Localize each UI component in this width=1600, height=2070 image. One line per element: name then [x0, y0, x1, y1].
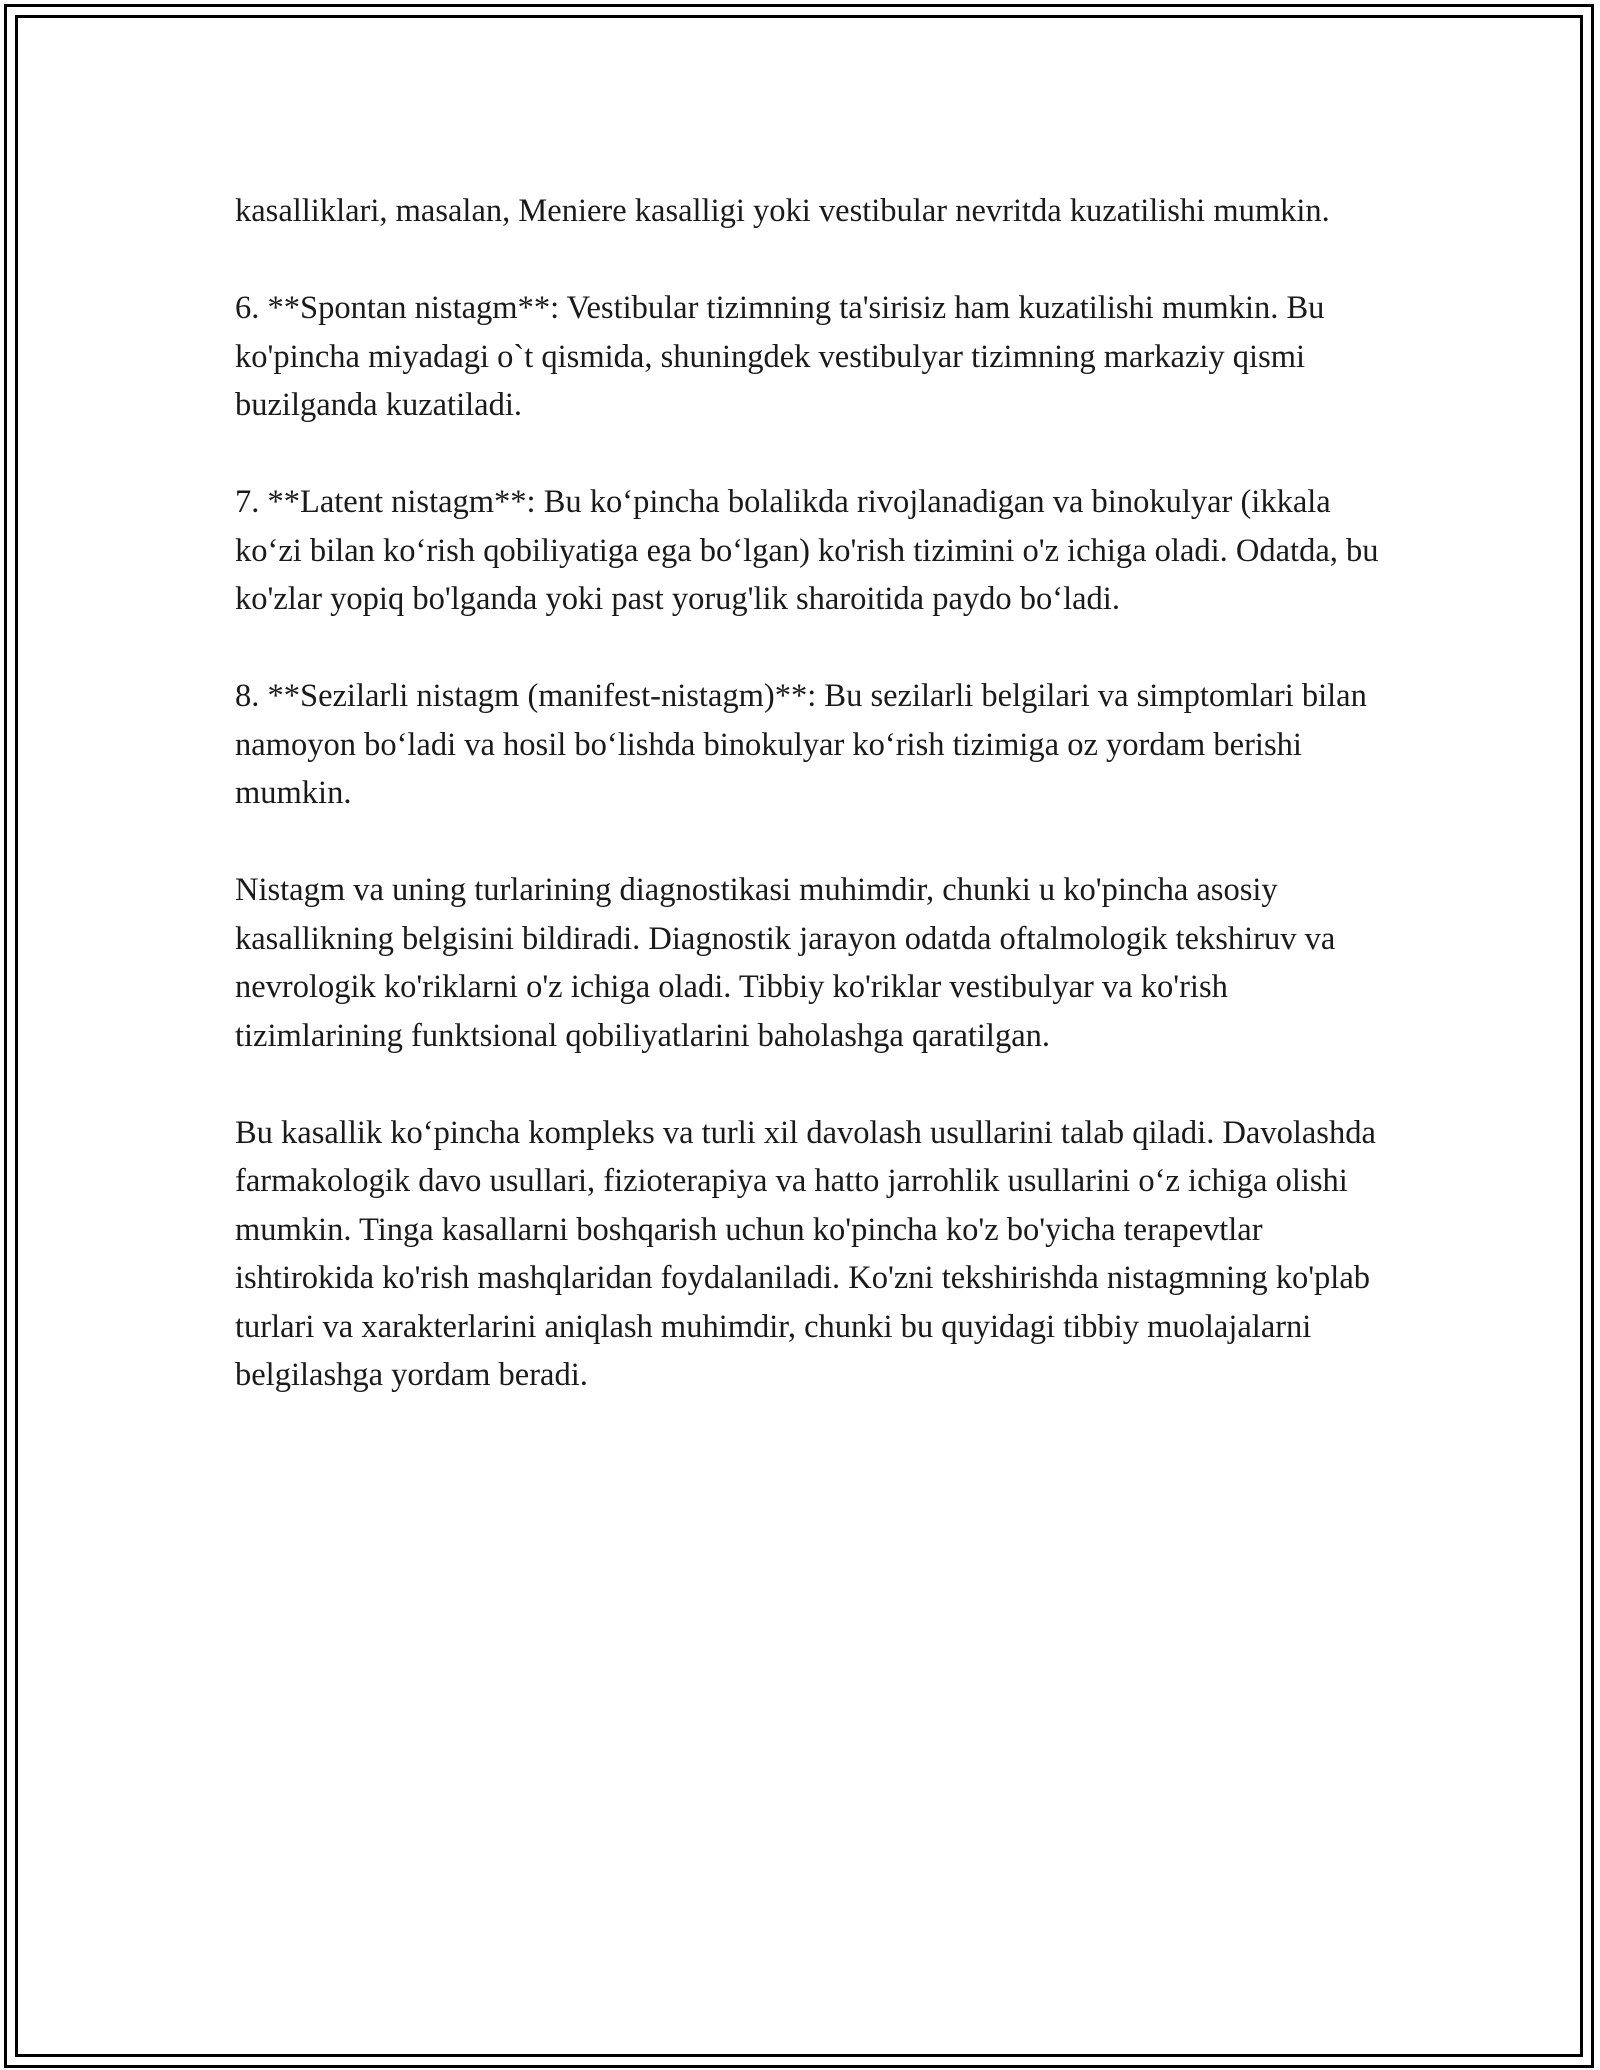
paragraph-davolash: Bu kasallik ko‘pincha kompleks va turli xil davolash usullarini talab qiladi. Davolashda farmakologik davo usullari, fizioterapiya va hatto jarrohlik usullarini o‘z ichiga olishi mumkin. Tinga kasallarni boshqarish uchun ko'pincha ko'z bo'yicha terapevtlar ishtirokida ko'rish mashqlaridan foydalaniladi. Ko'zni tekshirishda nistagmning ko'plab turlari va xarakterlarini aniqlash muhimdir, chunki bu quyidagi tibbiy muolajalarni belgilashga yordam beradi.	[235, 1114, 1376, 1393]
paragraph-diagnostika: Nistagm va uning turlarining diagnostikasi muhimdir, chunki u ko'pincha asosiy kasallikning belgisini bildiradi. Diagnostik jarayon odatda oftalmologik tekshiruv va nevrologik ko'riklarni o'z ichiga oladi. Tibbiy ko'riklar vestibulyar va ko'rish tizimlarining funktsional qobiliyatlarini baholashga qaratilgan.	[235, 872, 1336, 1054]
paragraph-spontan-nistagm: 6. **Spontan nistagm**: Vestibular tizimning ta'sirisiz ham kuzatilishi mumkin. Bu ko'pincha miyadagi o`t qismida, shuningdek vestibulyar tizimning markaziy qismi buzilganda kuzatiladi.	[235, 290, 1325, 423]
document-body	[235, 187, 1400, 1400]
paragraph-sezilarli-nistagm: 8. **Sezilarli nistagm (manifest-nistagm)**: Bu sezilarli belgilari va simptomlari bilan namoyon bo‘ladi va hosil bo‘lishda binokulyar ko‘rish tizimiga oz yordam berishi mumkin.	[235, 678, 1367, 811]
paragraph-continuation: kasalliklari, masalan, Meniere kasalligi yoki vestibular nevritda kuzatilishi mumkin.	[235, 193, 1330, 229]
paragraph-latent-nistagm: 7. **Latent nistagm**: Bu ko‘pincha bolalikda rivojlanadigan va binokulyar (ikkala ko‘zi bilan ko‘rish qobiliyatiga ega bo‘lgan) ko'rish tizimini o'z ichiga oladi. Odatda, bu ko'zlar yopiq bo'lganda yoki past yorug'lik sharoitida paydo bo‘ladi.	[235, 484, 1379, 617]
